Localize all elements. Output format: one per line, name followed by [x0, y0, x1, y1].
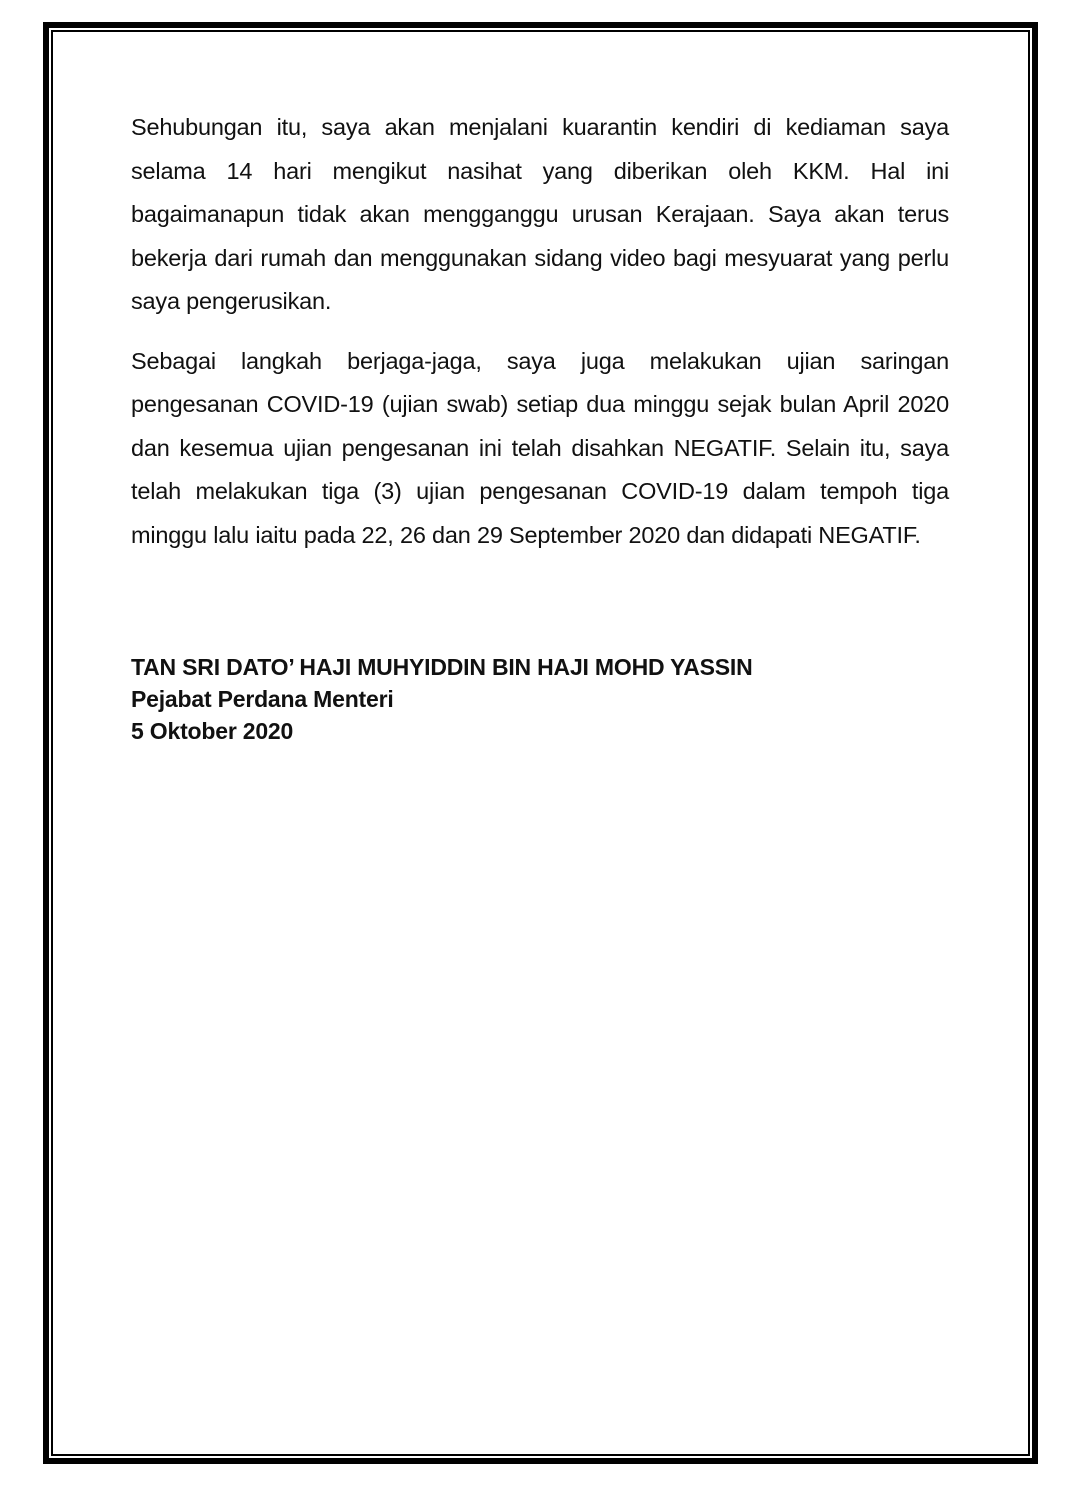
- signatory-name: TAN SRI DATO’ HAJI MUHYIDDIN BIN HAJI MOHD YASSIN: [131, 654, 753, 680]
- signature-date: 5 Oktober 2020: [131, 718, 294, 744]
- document-body: [131, 106, 949, 575]
- paragraph-quarantine: Sehubungan itu, saya akan menjalani kuarantin kendiri di kediaman saya selama 14 hari mengikut nasihat yang diberikan oleh KKM. Hal ini bagaimanapun tidak akan mengganggu urusan Kerajaan. Saya akan terus bekerja dari rumah dan menggunakan sidang video bagi mesyuarat yang perlu saya pengerusikan.: [131, 114, 949, 314]
- signatory-office: Pejabat Perdana Menteri: [131, 686, 394, 712]
- signature-block: [131, 651, 753, 747]
- paragraph-covid-tests: Sebagai langkah berjaga-jaga, saya juga melakukan ujian saringan pengesanan COVID-19 (ujian swab) setiap dua minggu sejak bulan April 2020 dan kesemua ujian pengesanan ini telah disahkan NEGATIF. Selain itu, saya telah melakukan tiga (3) ujian pengesanan COVID-19 dalam tempoh tiga minggu lalu iaitu pada 22, 26 dan 29 September 2020 dan didapati NEGATIF.: [131, 347, 949, 548]
